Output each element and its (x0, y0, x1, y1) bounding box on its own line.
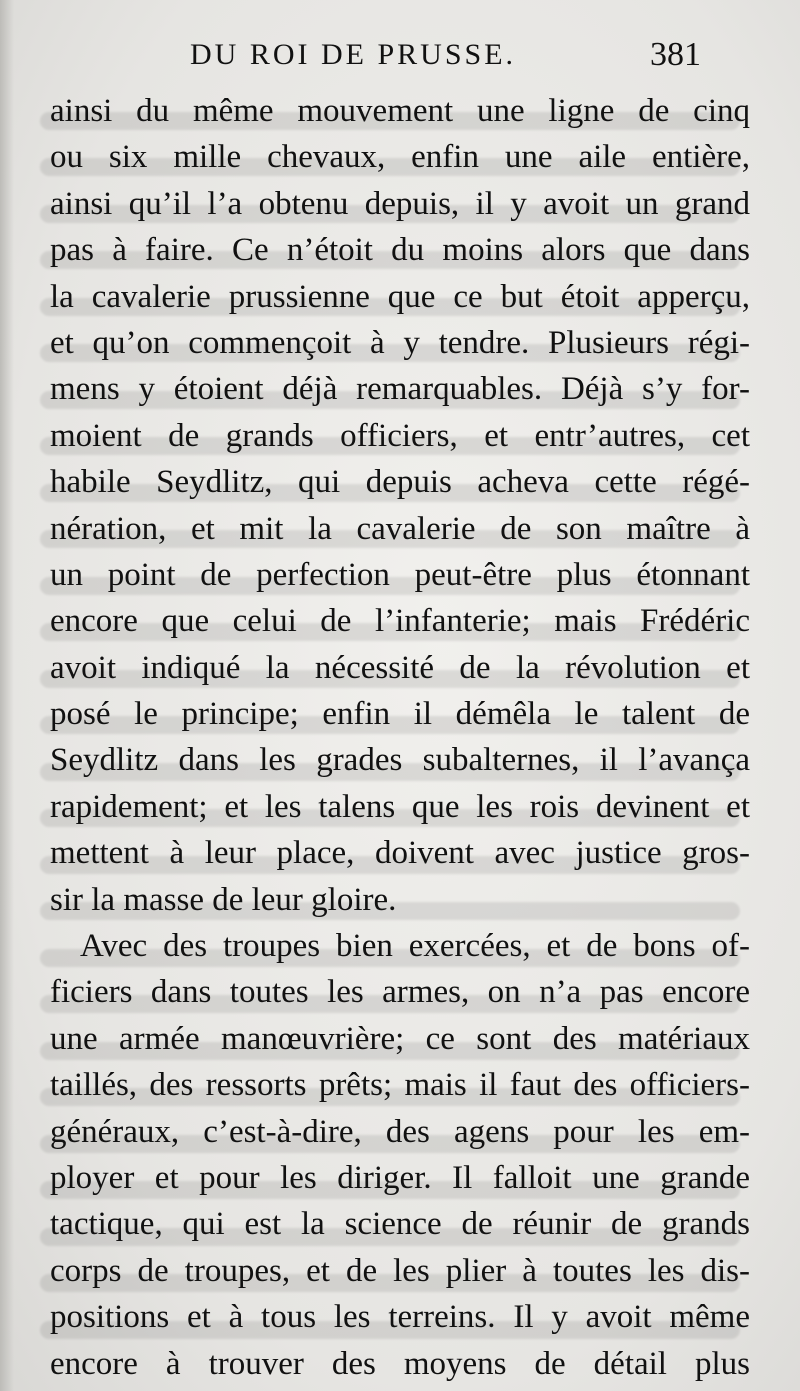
text-line: une armée manœuvrière; ce sont des matériaux (50, 1020, 750, 1057)
page-header (0, 28, 800, 88)
text-line: nération, et mit la cavalerie de son maître à (50, 510, 750, 547)
text-line: et qu’on commençoit à y tendre. Plusieurs régi- (50, 324, 750, 361)
text-line: positions et à tous les terreins. Il y avoit même (50, 1299, 750, 1336)
text-line: ficiers dans toutes les armes, on n’a pas encore (50, 974, 750, 1011)
text-line: Seydlitz dans les grades subalternes, il l’avança (50, 742, 750, 779)
body-text (50, 88, 750, 1387)
text-line: encore à trouver des moyens de détail plus (50, 1345, 750, 1382)
text-line: encore que celui de l’infanterie; mais Frédéric (50, 603, 750, 640)
paragraph-last-line: sir la masse de leur gloire. (50, 881, 397, 918)
paragraph-first-line: Avec des troupes bien exercées, et de bons of- (80, 928, 750, 965)
text-line: mens y étoient déjà remarquables. Déjà s’y for- (50, 371, 750, 408)
text-line: tactique, qui est la science de réunir de grands (50, 1206, 750, 1243)
text-line: posé le principe; enfin il démêla le talent de (50, 696, 750, 733)
text-line: taillés, des ressorts prêts; mais il faut des officiers- (50, 1067, 750, 1104)
page-gutter-shadow (0, 0, 14, 1391)
text-line: un point de perfection peut-être plus étonnant (50, 556, 750, 593)
text-line: généraux, c’est-à-dire, des agens pour les em- (50, 1113, 750, 1150)
text-line: mettent à leur place, doivent avec justice gros- (50, 835, 750, 872)
text-line: ou six mille chevaux, enfin une aile entière, (50, 139, 750, 176)
text-line: ainsi qu’il l’a obtenu depuis, il y avoit un grand (50, 185, 750, 222)
running-head: DU ROI DE PRUSSE. (190, 38, 517, 71)
page-number: 381 (650, 36, 701, 73)
text-line: habile Seydlitz, qui depuis acheva cette régé- (50, 464, 750, 501)
text-line: moient de grands officiers, et entr’autres, cet (50, 417, 750, 454)
text-line: avoit indiqué la nécessité de la révolution et (50, 649, 750, 686)
text-line: ainsi du même mouvement une ligne de cinq (50, 93, 750, 129)
text-line: pas à faire. Ce n’étoit du moins alors que dans (50, 232, 750, 269)
text-line: corps de troupes, et de les plier à toutes les dis- (50, 1252, 750, 1289)
text-line: rapidement; et les talens que les rois devinent et (50, 788, 750, 825)
text-line: ployer et pour les diriger. Il falloit une grande (50, 1159, 750, 1196)
text-line: la cavalerie prussienne que ce but étoit apperçu, (50, 278, 750, 315)
